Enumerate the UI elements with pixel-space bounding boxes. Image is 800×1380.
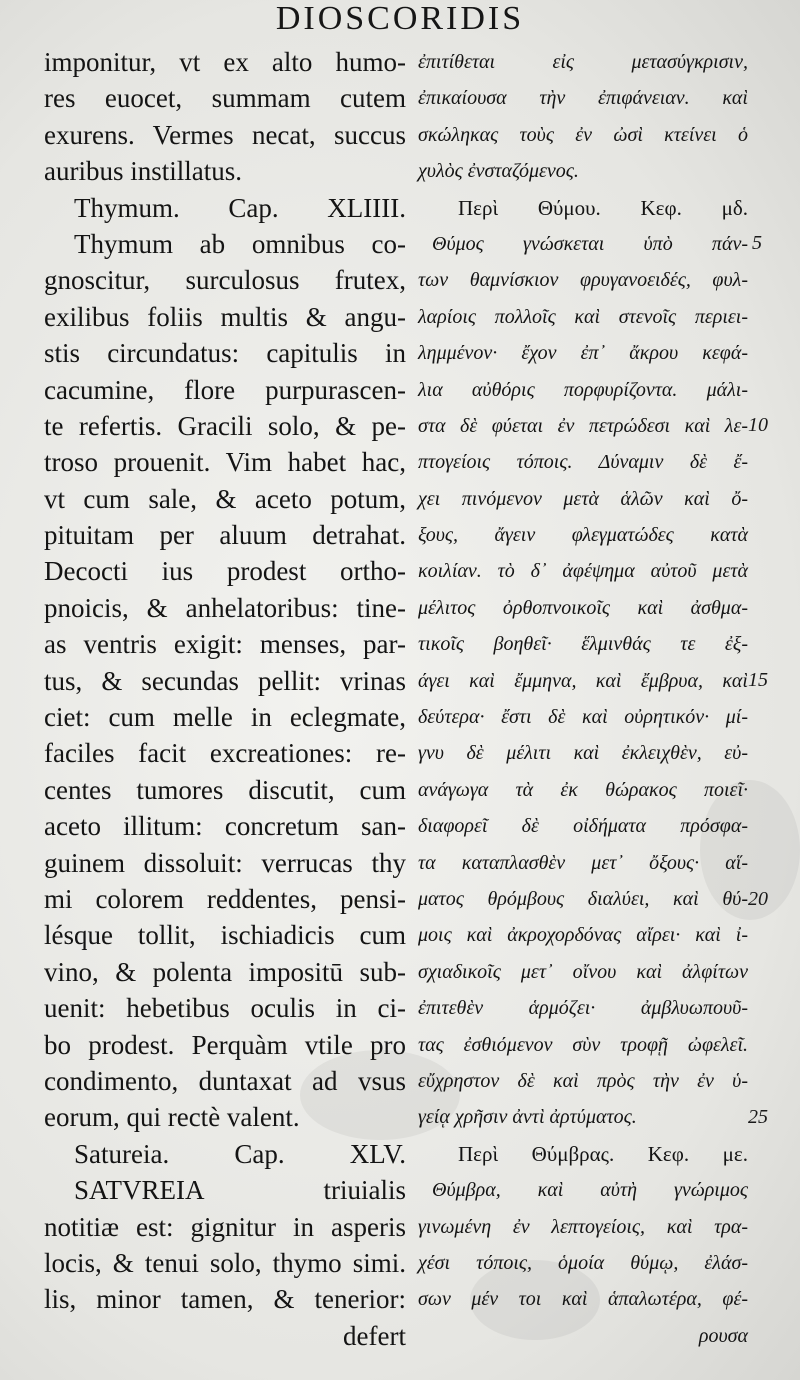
greek-text-line: των θαμνίσκιον φρυγανοειδές, φυλ-: [418, 269, 748, 292]
greek-text-line: Θύμβρα, καὶ αὐτὴ γνώριμος: [432, 1179, 748, 1202]
latin-text-line: condimento, duntaxat ad vsus: [44, 1065, 406, 1096]
greek-text-line: Θύμος γνώσκεται ὑπὸ πάν-: [432, 232, 748, 255]
greek-text-line: δεύτερα· ἔστι δὲ καὶ οὐρητικόν· μί-: [418, 706, 748, 729]
greek-text-line: ανάγωγα τὰ ἐκ θώρακος ποιεῖ·: [418, 778, 748, 801]
greek-text-line: λημμένον· ἔχον ἐπ᾽ ἄκρου κεφά-: [418, 342, 748, 365]
greek-text-line: γινωμένη ἐν λεπτογείοις, καὶ τρα-: [418, 1215, 748, 1238]
line-number: 25: [748, 1106, 768, 1128]
latin-text-line: lis, minor tamen, & tenerior:: [44, 1284, 406, 1315]
latin-text-line: Decocti ius prodest ortho-: [44, 556, 406, 587]
greek-text-line: χέσι τόποις, ὁμοία θύμῳ, ἐλάσ-: [418, 1251, 748, 1274]
running-head: DIOSCORIDIS: [275, 0, 525, 37]
latin-text-line: notitiæ est: gignitur in asperis: [44, 1211, 406, 1242]
latin-text-line: as ventris exigit: menses, par-: [44, 629, 406, 660]
latin-text-line: stis circundatus: capitulis in: [44, 338, 406, 369]
greek-text-line: τας ἐσθιόμενον σὺν τροφῇ ὠφελεῖ.: [418, 1033, 748, 1056]
greek-text-line: μοις καὶ ἀκροχορδόνας αἴρει· καὶ ἰ-: [418, 924, 748, 947]
latin-text-line: Thymum ab omnibus co-: [74, 228, 406, 259]
greek-text-line: γείᾳ χρῆσιν ἀντὶ ἀρτύματος.: [418, 1106, 637, 1129]
latin-text-line: gnoscitur, surculosus frutex,: [44, 265, 406, 296]
latin-text-line: ciet: cum melle in eclegmate,: [44, 702, 406, 733]
greek-text-line: ρουσα: [698, 1324, 748, 1347]
latin-text-line: res euocet, summam cutem: [44, 83, 406, 114]
greek-text-line: ματος θρόμβους διαλύει, καὶ θύ-: [418, 887, 748, 910]
greek-text-line: τικοῖς βοηθεῖ· ἕλμινθάς τε ἐξ-: [418, 633, 748, 656]
latin-text-line: pituitam per aluum detrahat.: [44, 520, 406, 551]
latin-text-line: imponitur, vt ex alto humo-: [44, 47, 406, 77]
latin-text-line: lésque tollit, ischiadicis cum: [44, 920, 406, 951]
greek-text-line: Περὶ Θύμου. Κεφ. μδ.: [458, 195, 748, 220]
greek-text-line: μέλιτος ὀρθοπνοικοῖς καὶ ἀσθμα-: [418, 596, 748, 619]
line-number: 20: [748, 887, 768, 910]
greek-text-line: ξους, ἄγειν φλεγματώδες κατὰ: [418, 524, 748, 547]
greek-text-line: πτογείοις τόποις. Δύναμιν δὲ ἔ-: [418, 451, 748, 474]
greek-text-line: ἐπιτεθὲν ἁρμόζει· ἀμβλυωπουῦ-: [418, 997, 748, 1020]
latin-text-line: bo prodest. Perquàm vtile pro: [44, 1029, 406, 1060]
latin-text-line: SATVREIA triuialis: [74, 1175, 406, 1206]
latin-text-line: guinem dissoluit: verrucas thy: [44, 847, 406, 878]
greek-text-line: γνυ δὲ μέλιτι καὶ ἐκλειχθὲν, εὐ-: [418, 742, 748, 765]
latin-text-line: defert: [343, 1320, 406, 1351]
line-number: 5: [752, 232, 762, 255]
greek-text-line: στα δὲ φύεται ἐν πετρώδεσι καὶ λε-: [418, 414, 748, 437]
latin-text-line: mi colorem reddentes, pensi-: [44, 883, 406, 914]
line-number: 10: [748, 414, 768, 437]
greek-text-line: σκώληκας τοὺς ἐν ὠσὶ κτείνει ὁ: [418, 123, 748, 146]
latin-text-line: aceto illitum: concretum san-: [44, 811, 406, 842]
greek-text-line: εὔχρηστον δὲ καὶ πρὸς τὴν ἐν ὑ-: [418, 1069, 748, 1092]
latin-text-line: tus, & secundas pellit: vrinas: [44, 665, 406, 696]
latin-text-line: Thymum. Cap. XLIIII.: [74, 192, 406, 223]
latin-text-line: Satureia. Cap. XLV.: [74, 1138, 406, 1169]
latin-text-line: auribus instillatus.: [44, 156, 242, 187]
greek-text-line: διαφορεῖ δὲ οἰδήματα πρόσφα-: [418, 815, 748, 838]
greek-text-line: ἐπιτίθεται εἰς μετασύγκρισιν,: [418, 51, 748, 73]
latin-text-line: te refertis. Gracili solo, & pe-: [44, 410, 406, 441]
greek-text-line: λαρίοις πολλοῖς καὶ στενοῖς περιει-: [418, 305, 748, 328]
latin-text-line: eorum, qui rectè valent.: [44, 1102, 300, 1133]
latin-text-line: pnoicis, & anhelatoribus: tine-: [44, 592, 406, 623]
greek-text-line: Περὶ Θύμβρας. Κεφ. με.: [458, 1141, 748, 1166]
greek-text-line: χυλὸς ἐνσταζόμενος.: [418, 160, 579, 183]
latin-text-line: locis, & tenui solo, thymo simi.: [44, 1247, 406, 1278]
latin-text-line: troso prouenit. Vim habet hac,: [44, 447, 406, 478]
latin-text-line: faciles facit excreationes: re-: [44, 738, 406, 769]
greek-text-line: τα καταπλασθὲν μετ᾽ ὄξους· αἵ-: [418, 851, 748, 874]
latin-text-line: centes tumores discutit, cum: [44, 774, 406, 805]
greek-text-line: λια αὐθόρις πορφυρίζοντα. μάλι-: [418, 378, 748, 401]
latin-text-line: uenit: hebetibus oculis in ci-: [44, 993, 406, 1024]
latin-text-line: exilibus foliis multis & angu-: [44, 301, 406, 332]
greek-text-line: σχιαδικοῖς μετ᾽ οἴνου καὶ ἀλφίτων: [418, 960, 748, 983]
latin-text-line: cacumine, flore purpurascen-: [44, 374, 406, 405]
greek-column: [418, 44, 748, 1354]
greek-text-line: χει πινόμενον μετὰ ἁλῶν καὶ ὄ-: [418, 487, 748, 510]
greek-text-line: κοιλίαν. τὸ δ᾽ ἀφέψημα αὐτοῦ μετὰ: [418, 560, 748, 583]
latin-text-line: vino, & polenta impositū sub-: [44, 956, 406, 987]
greek-text-line: σων μέν τοι καὶ ἁπαλωτέρα, φέ-: [418, 1288, 748, 1311]
greek-text-line: άγει καὶ ἔμμηνα, καὶ ἔμβρυα, καὶ: [418, 669, 748, 692]
latin-text-line: vt cum sale, & aceto potum,: [44, 483, 406, 514]
latin-text-line: exurens. Vermes necat, succus: [44, 119, 406, 150]
line-number: 15: [748, 669, 768, 692]
greek-text-line: ἐπικαίουσα τὴν ἐπιφάνειαν. καὶ: [418, 87, 748, 110]
latin-column: [44, 44, 406, 1354]
